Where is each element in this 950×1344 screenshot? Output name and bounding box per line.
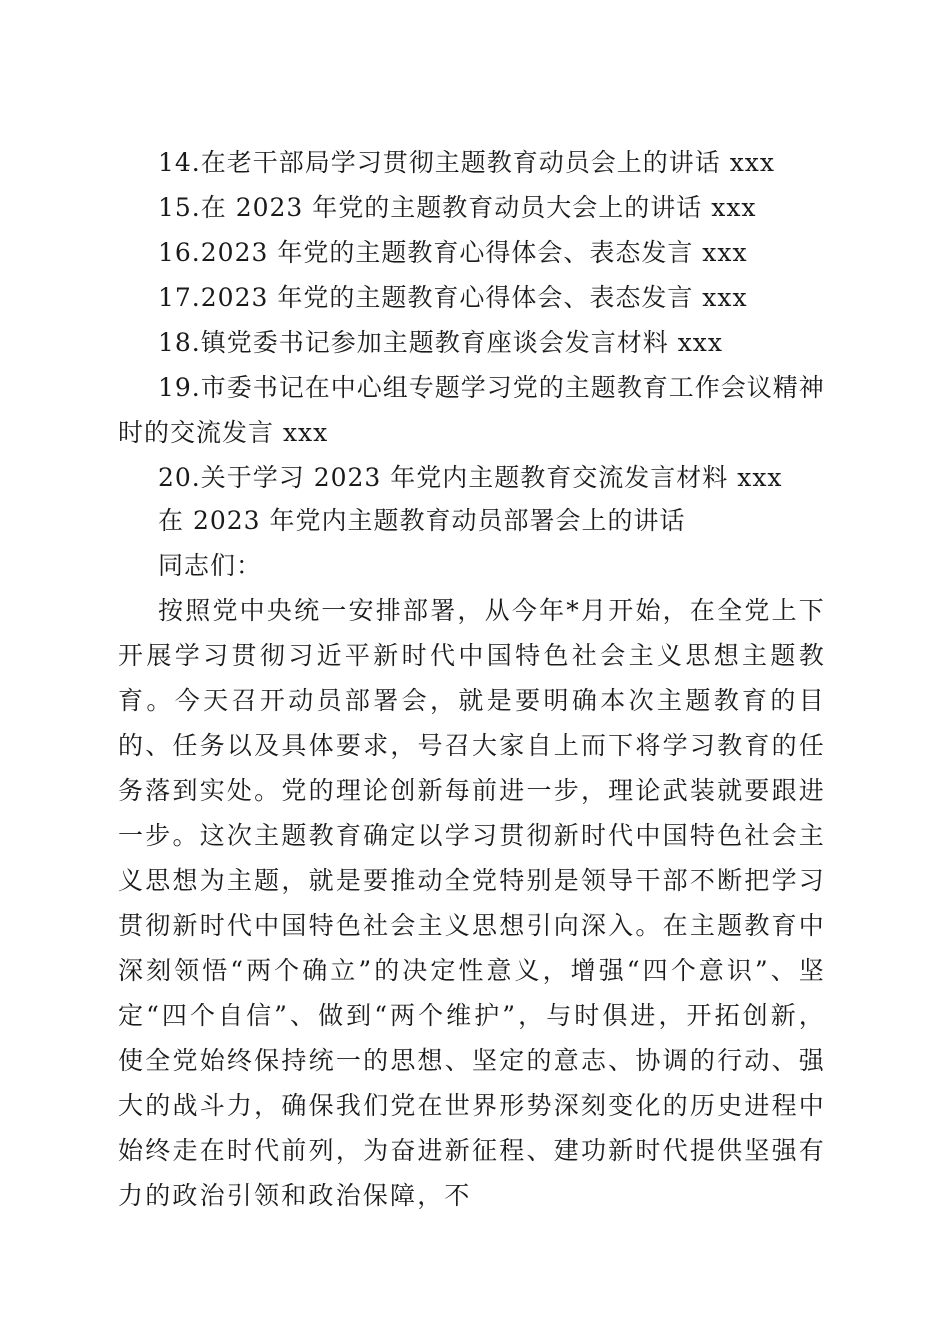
toc-item: 17.2023 年党的主题教育心得体会、表态发言 xxx — [158, 283, 748, 312]
toc-item: 20.关于学习 2023 年党内主题教育交流发言材料 xxx — [158, 463, 783, 492]
toc-item: 14.在老干部局学习贯彻主题教育动员会上的讲话 xxx — [158, 148, 776, 177]
speech-title: 在 2023 年党内主题教育动员部署会上的讲话 — [158, 506, 686, 535]
toc-item: 19.市委书记在中心组专题学习党的主题教育工作会议精神时的交流发言 xxx — [118, 373, 825, 447]
toc-item: 18.镇党委书记参加主题教育座谈会发言材料 xxx — [158, 328, 724, 357]
toc-list — [118, 140, 830, 500]
toc-item: 16.2023 年党的主题教育心得体会、表态发言 xxx — [158, 238, 748, 267]
speech-greeting: 同志们： — [158, 551, 263, 580]
toc-item: 15.在 2023 年党的主题教育动员大会上的讲话 xxx — [158, 193, 757, 222]
speech-paragraph: 按照党中央统一安排部署，从今年*月开始，在全党上下开展学习贯彻习近平新时代中国特色社会主义思想主题教育。今天召开动员部署会，就是要明确本次主题教育的目的、任务以及具体要求，号召大家自上而下将学习教育的任务落到实处。党的理论创新每前进一步，理论武装就要跟进一步。这次主题教育确定以学习贯彻新时代中国特色社会主义思想为主题，就是要推动全党特别是领导干部不断把学习贯彻新时代中国特色社会主义思想引向深入。在主题教育中深刻领悟“两个确立”的决定性意义，增强“四个意识”、坚定“四个自信”、做到“两个维护”，与时俱进，开拓创新，使全党始终保持统一的思想、坚定的意志、协调的行动、强大的战斗力，确保我们党在世界形势深刻变化的历史进程中始终走在时代前列，为奋进新征程、建功新时代提供坚强有力的政治引领和政治保障，不 — [118, 596, 826, 1210]
